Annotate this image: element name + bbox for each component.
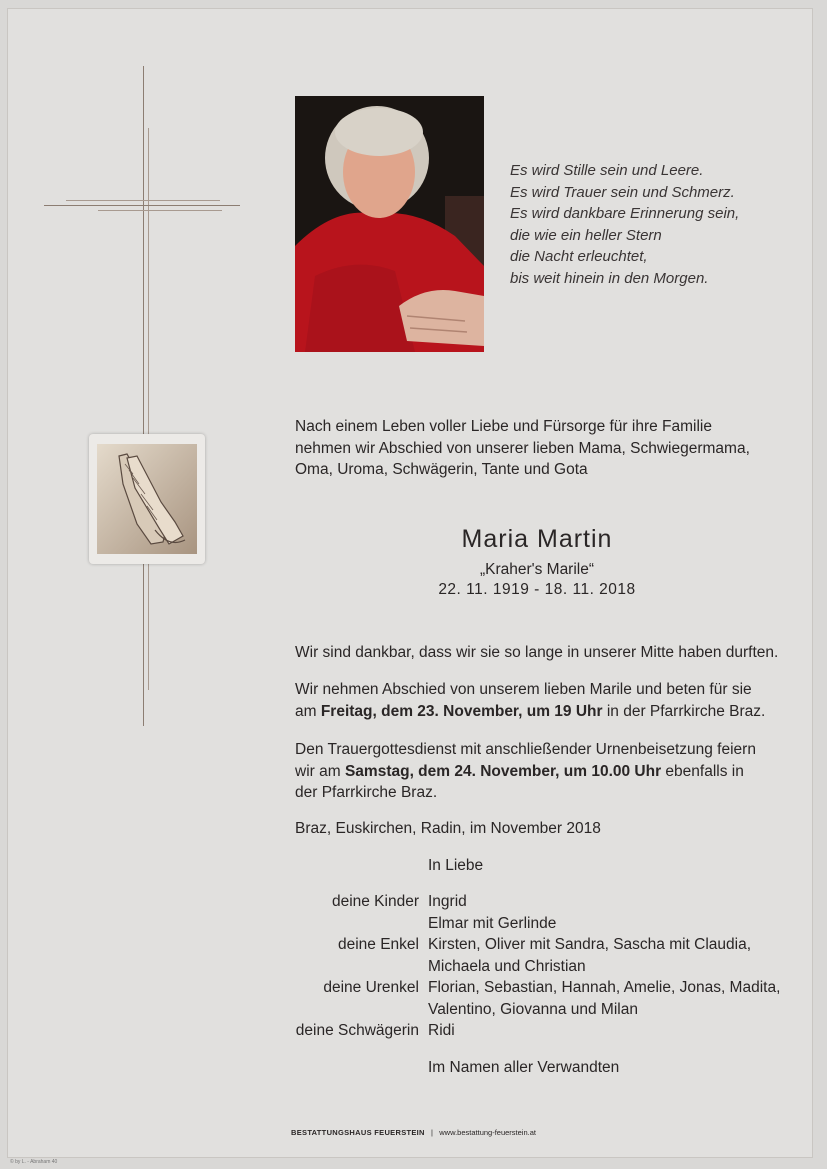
farewell-line [295,701,765,723]
farewell-line: Wir nehmen Abschied von unserem lieben Marile und beten für sie [295,681,752,698]
praying-hands-icon [97,444,197,554]
intro-line: nehmen wir Abschied von unserer lieben Mama, Schwiegermama, [295,439,750,457]
children-line: Ingrid [428,893,467,910]
children-label: deine Kinder [331,893,419,910]
grandchildren-line: Kirsten, Oliver mit Sandra, Sascha mit Claudia, [428,936,752,953]
service-paragraph [295,739,756,804]
deceased-nickname: „Kraher's Marile“ [479,561,595,578]
service-date: Samstag, dem 24. November, um 10.00 Uhr [344,762,662,780]
cross-vertical-line-inner [148,128,149,690]
service-text-post: ebenfalls in [661,762,744,780]
grandchildren-list [428,934,751,977]
cross-horizontal-line [44,205,240,206]
great-grandchildren-label: deine Urenkel [323,979,419,996]
children-list [428,891,556,934]
children-line: Elmar mit Gerlinde [428,914,557,932]
intro-line: Oma, Uroma, Schwägerin, Tante und Gota [295,461,588,478]
copyright-note: © by L. - Abraham 40 [10,1159,58,1165]
farewell-paragraph [295,679,765,722]
relatives-closing: Im Namen aller Verwandten [428,1059,620,1076]
service-line: der Pfarrkirche Braz. [295,784,438,801]
farewell-place: in der Pfarrkirche Braz. [602,702,766,720]
footer [0,1128,827,1137]
footer-url[interactable]: www.bestattung-feuerstein.at [439,1128,536,1137]
poem-line: die Nacht erleuchtet, [510,248,648,265]
in-love: In Liebe [428,857,484,874]
poem-line: Es wird dankbare Erinnerung sein, [510,205,740,222]
gratitude-text: Wir sind dankbar, dass wir sie so lange in unserer Mitte haben durften. [295,644,779,661]
poem [510,160,790,289]
service-line [295,761,756,783]
praying-hands-image [89,434,205,564]
deceased-name: Maria Martin [461,525,613,553]
cross-vertical-line [143,66,144,726]
place-date: Braz, Euskirchen, Radin, im November 2018 [295,820,601,837]
farewell-date: Freitag, dem 23. November, um 19 Uhr [320,702,603,720]
service-text: wir am [295,762,345,780]
cross-horizontal-line-upper [66,200,220,201]
footer-brand: BESTATTUNGSHAUS FEUERSTEIN [291,1128,425,1137]
service-line: Den Trauergottesdienst mit anschließender Urnenbeisetzung feiern [295,741,756,758]
poem-line: bis weit hinein in den Morgen. [510,269,709,287]
life-dates: 22. 11. 1919 - 18. 11. 2018 [438,581,636,598]
poem-line: Es wird Trauer sein und Schmerz. [510,183,735,201]
footer-separator: | [431,1128,433,1137]
great-grandchildren-list [428,977,780,1020]
sister-in-law-name: Ridi [428,1022,455,1039]
great-grandchildren-line: Valentino, Giovanna und Milan [428,1000,638,1018]
great-grandchildren-line: Florian, Sebastian, Hannah, Amelie, Jonas, Madita, [428,979,781,996]
poem-line: die wie ein heller Stern [510,226,662,244]
grandchildren-line: Michaela und Christian [428,957,586,975]
intro-paragraph [295,416,750,481]
sister-in-law-label: deine Schwägerin [295,1022,419,1039]
poem-line: Es wird Stille sein und Leere. [510,162,704,179]
cross-horizontal-line-lower [98,210,222,211]
intro-line: Nach einem Leben voller Liebe und Fürsorge für ihre Familie [295,418,712,435]
grandchildren-label: deine Enkel [337,936,419,953]
farewell-text: am [295,702,321,720]
portrait-photo [295,96,484,352]
